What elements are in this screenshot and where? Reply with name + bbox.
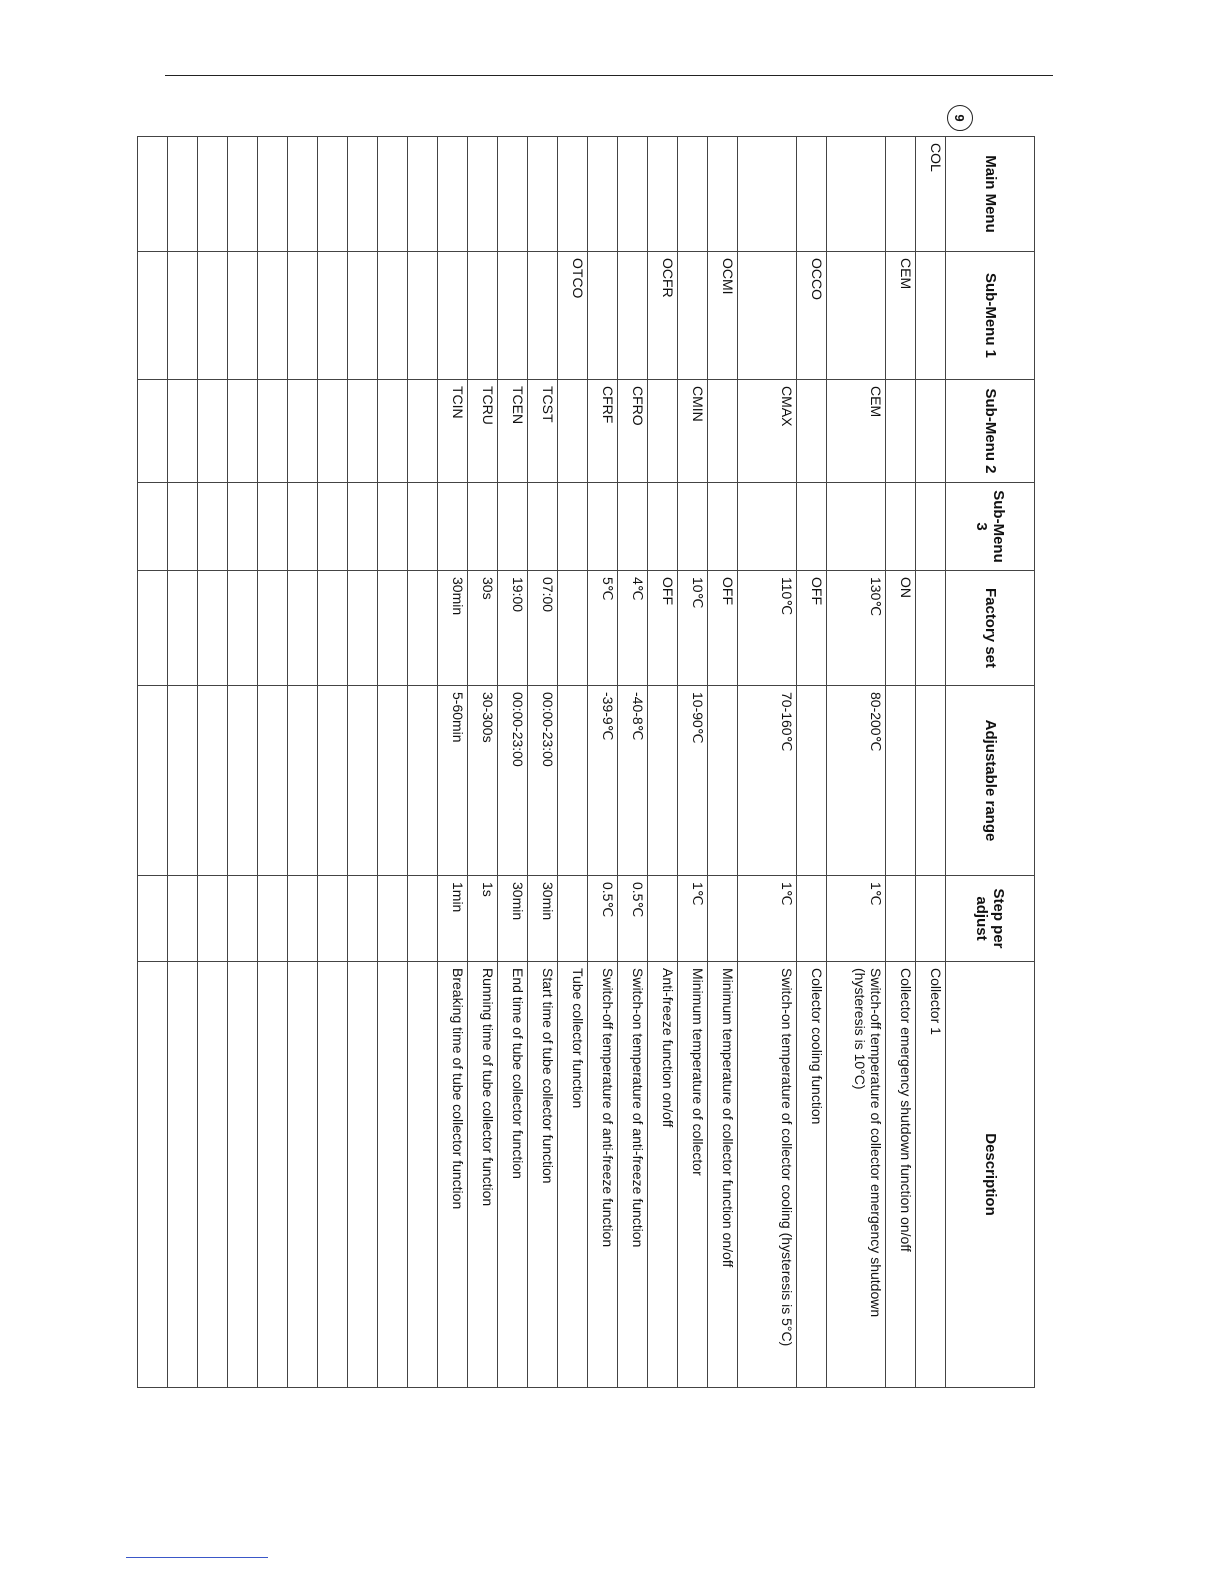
cell-desc: Running time of tube collector function — [468, 962, 498, 1388]
cell-desc — [348, 962, 378, 1388]
cell-sub3 — [468, 483, 498, 571]
cell-sub3 — [528, 483, 558, 571]
table-row — [138, 137, 168, 1388]
cell-range — [288, 686, 318, 876]
cell-sub2 — [886, 380, 916, 483]
cell-main — [138, 137, 168, 252]
cell-range — [408, 686, 438, 876]
table-row — [168, 137, 198, 1388]
cell-desc: Anti-freeze function on/off — [648, 962, 678, 1388]
cell-factory — [558, 571, 588, 686]
cell-sub2 — [797, 380, 827, 483]
cell-step: 1℃ — [678, 876, 708, 962]
cell-range: 00:00-23:00 — [528, 686, 558, 876]
cell-sub1 — [618, 252, 648, 380]
table-row — [886, 137, 916, 1388]
cell-range — [916, 686, 946, 876]
cell-step — [886, 876, 916, 962]
table-row — [288, 137, 318, 1388]
cell-sub2 — [916, 380, 946, 483]
table-row — [348, 137, 378, 1388]
table-row — [738, 137, 797, 1388]
cell-range — [138, 686, 168, 876]
cell-main — [408, 137, 438, 252]
cell-sub3 — [558, 483, 588, 571]
cell-sub2 — [318, 380, 348, 483]
cell-main — [797, 137, 827, 252]
table-row — [708, 137, 738, 1388]
cell-main — [886, 137, 916, 252]
cell-step — [708, 876, 738, 962]
cell-factory — [228, 571, 258, 686]
rotated-table-container — [178, 136, 1035, 1387]
cell-step — [916, 876, 946, 962]
cell-sub3 — [378, 483, 408, 571]
table-row — [408, 137, 438, 1388]
table-row — [558, 137, 588, 1388]
cell-sub1: OTCO — [558, 252, 588, 380]
cell-factory — [916, 571, 946, 686]
cell-sub3 — [678, 483, 708, 571]
cell-sub3 — [228, 483, 258, 571]
cell-factory — [378, 571, 408, 686]
footer-link-rule — [126, 1557, 268, 1558]
cell-desc: Switch-off temperature of anti-freeze function — [588, 962, 618, 1388]
cell-range: 5-60min — [438, 686, 468, 876]
cell-range — [348, 686, 378, 876]
cell-sub3 — [498, 483, 528, 571]
cell-step — [168, 876, 198, 962]
cell-sub2: TCST — [528, 380, 558, 483]
cell-main — [288, 137, 318, 252]
settings-table — [137, 136, 1035, 1388]
cell-factory — [198, 571, 228, 686]
cell-desc: Switch-on temperature of collector cooling (hysteresis is 5°C) — [738, 962, 797, 1388]
cell-sub2 — [648, 380, 678, 483]
cell-factory: ON — [886, 571, 916, 686]
cell-sub1 — [438, 252, 468, 380]
table-row — [648, 137, 678, 1388]
cell-range — [558, 686, 588, 876]
table-row — [468, 137, 498, 1388]
cell-factory — [348, 571, 378, 686]
cell-sub1 — [916, 252, 946, 380]
cell-factory — [318, 571, 348, 686]
cell-sub1 — [498, 252, 528, 380]
table-body — [138, 137, 946, 1388]
cell-sub1 — [228, 252, 258, 380]
cell-factory: OFF — [708, 571, 738, 686]
table-row — [498, 137, 528, 1388]
cell-factory: 130℃ — [827, 571, 886, 686]
cell-factory — [288, 571, 318, 686]
header-description: Description — [946, 962, 1035, 1388]
cell-main — [618, 137, 648, 252]
cell-sub3 — [708, 483, 738, 571]
cell-step: 30min — [528, 876, 558, 962]
table-row — [797, 137, 827, 1388]
cell-sub2: TCEN — [498, 380, 528, 483]
cell-step: 1℃ — [827, 876, 886, 962]
page-number: 9 — [952, 114, 968, 122]
cell-sub3 — [588, 483, 618, 571]
cell-step: 30min — [498, 876, 528, 962]
cell-desc — [138, 962, 168, 1388]
cell-desc: Minimum temperature of collector — [678, 962, 708, 1388]
header-factory-set: Factory set — [946, 571, 1035, 686]
header-main-menu: Main Menu — [946, 137, 1035, 252]
cell-range — [648, 686, 678, 876]
cell-sub2: CMAX — [738, 380, 797, 483]
cell-sub3 — [438, 483, 468, 571]
cell-main — [588, 137, 618, 252]
cell-sub3 — [916, 483, 946, 571]
cell-sub1: OCMI — [708, 252, 738, 380]
cell-step — [408, 876, 438, 962]
cell-step: 1s — [468, 876, 498, 962]
table-row — [678, 137, 708, 1388]
cell-desc: Breaking time of tube collector function — [438, 962, 468, 1388]
cell-range — [708, 686, 738, 876]
cell-factory: 10℃ — [678, 571, 708, 686]
cell-factory: 30s — [468, 571, 498, 686]
cell-range: 00:00-23:00 — [498, 686, 528, 876]
cell-main — [258, 137, 288, 252]
cell-factory: 07:00 — [528, 571, 558, 686]
table-row — [528, 137, 558, 1388]
cell-main — [438, 137, 468, 252]
cell-sub1 — [378, 252, 408, 380]
cell-step — [797, 876, 827, 962]
cell-desc: Switch-off temperature of collector emergency shutdown (hysteresis is 10°C) — [827, 962, 886, 1388]
cell-desc — [408, 962, 438, 1388]
cell-sub1: CEM — [886, 252, 916, 380]
cell-desc: Collector cooling function — [797, 962, 827, 1388]
cell-desc: End time of tube collector function — [498, 962, 528, 1388]
cell-range — [198, 686, 228, 876]
cell-main — [228, 137, 258, 252]
cell-sub2 — [228, 380, 258, 483]
cell-desc — [168, 962, 198, 1388]
cell-sub1 — [258, 252, 288, 380]
cell-range — [168, 686, 198, 876]
cell-main — [738, 137, 797, 252]
cell-desc — [288, 962, 318, 1388]
cell-sub3 — [618, 483, 648, 571]
cell-main — [348, 137, 378, 252]
cell-factory — [168, 571, 198, 686]
cell-sub2 — [558, 380, 588, 483]
cell-step — [288, 876, 318, 962]
cell-step — [138, 876, 168, 962]
cell-step: 1℃ — [738, 876, 797, 962]
cell-main — [168, 137, 198, 252]
cell-sub1 — [528, 252, 558, 380]
cell-sub1 — [678, 252, 708, 380]
cell-desc — [258, 962, 288, 1388]
cell-sub3 — [348, 483, 378, 571]
cell-factory: 19:00 — [498, 571, 528, 686]
cell-factory: 110℃ — [738, 571, 797, 686]
header-rule — [165, 75, 1053, 76]
cell-desc — [198, 962, 228, 1388]
cell-sub2 — [258, 380, 288, 483]
cell-desc — [378, 962, 408, 1388]
cell-range — [886, 686, 916, 876]
cell-range: 30-300s — [468, 686, 498, 876]
cell-sub1 — [588, 252, 618, 380]
cell-desc: Tube collector function — [558, 962, 588, 1388]
cell-main — [558, 137, 588, 252]
cell-sub3 — [648, 483, 678, 571]
cell-sub2 — [288, 380, 318, 483]
cell-desc — [318, 962, 348, 1388]
table-row — [618, 137, 648, 1388]
page-number-badge — [947, 105, 973, 131]
table-row — [588, 137, 618, 1388]
cell-sub2: CFRF — [588, 380, 618, 483]
cell-sub3 — [408, 483, 438, 571]
table-row — [916, 137, 946, 1388]
cell-range: 70-160℃ — [738, 686, 797, 876]
cell-sub1: OCCO — [797, 252, 827, 380]
cell-main — [827, 137, 886, 252]
header-step-per-adjust: Step per adjust — [946, 876, 1035, 962]
cell-sub3 — [198, 483, 228, 571]
cell-range: -39-9℃ — [588, 686, 618, 876]
cell-sub3 — [168, 483, 198, 571]
cell-sub1 — [168, 252, 198, 380]
cell-range: 80-200℃ — [827, 686, 886, 876]
cell-main — [378, 137, 408, 252]
cell-range — [797, 686, 827, 876]
cell-step — [378, 876, 408, 962]
cell-sub1 — [138, 252, 168, 380]
cell-desc: Switch-on temperature of anti-freeze function — [618, 962, 648, 1388]
cell-factory — [408, 571, 438, 686]
cell-sub2 — [408, 380, 438, 483]
cell-sub1: OCFR — [648, 252, 678, 380]
cell-sub1 — [827, 252, 886, 380]
cell-range: -40-8℃ — [618, 686, 648, 876]
cell-sub3 — [738, 483, 797, 571]
cell-sub3 — [827, 483, 886, 571]
cell-sub1 — [468, 252, 498, 380]
cell-main — [498, 137, 528, 252]
cell-main — [198, 137, 228, 252]
cell-main: COL — [916, 137, 946, 252]
cell-sub2: CEM — [827, 380, 886, 483]
cell-sub1 — [408, 252, 438, 380]
cell-step — [348, 876, 378, 962]
cell-step: 0.5℃ — [618, 876, 648, 962]
cell-main — [468, 137, 498, 252]
cell-factory — [138, 571, 168, 686]
cell-main — [648, 137, 678, 252]
header-adjustable-range: Adjustable range — [946, 686, 1035, 876]
cell-step — [258, 876, 288, 962]
cell-sub1 — [348, 252, 378, 380]
cell-desc: Minimum temperature of collector function on/off — [708, 962, 738, 1388]
cell-main — [528, 137, 558, 252]
table-row — [378, 137, 408, 1388]
table-header-row — [946, 137, 1035, 1388]
cell-factory: 4℃ — [618, 571, 648, 686]
cell-desc: Start time of tube collector function — [528, 962, 558, 1388]
cell-sub2: TCIN — [438, 380, 468, 483]
cell-range — [228, 686, 258, 876]
cell-factory: OFF — [797, 571, 827, 686]
cell-sub1 — [288, 252, 318, 380]
cell-sub2 — [168, 380, 198, 483]
header-sub-menu-3: Sub-Menu 3 — [946, 483, 1035, 571]
cell-sub3 — [258, 483, 288, 571]
cell-range — [378, 686, 408, 876]
cell-range — [318, 686, 348, 876]
cell-sub2: CFRO — [618, 380, 648, 483]
table-row — [827, 137, 886, 1388]
cell-sub3 — [886, 483, 916, 571]
cell-sub2 — [708, 380, 738, 483]
cell-desc — [228, 962, 258, 1388]
cell-desc: Collector 1 — [916, 962, 946, 1388]
cell-main — [318, 137, 348, 252]
header-sub-menu-2: Sub-Menu 2 — [946, 380, 1035, 483]
cell-sub3 — [138, 483, 168, 571]
cell-sub2: CMIN — [678, 380, 708, 483]
cell-range — [258, 686, 288, 876]
cell-step — [558, 876, 588, 962]
cell-step — [198, 876, 228, 962]
cell-factory: 30min — [438, 571, 468, 686]
cell-sub1 — [198, 252, 228, 380]
cell-range: 10-90℃ — [678, 686, 708, 876]
table-row — [198, 137, 228, 1388]
table-row — [228, 137, 258, 1388]
cell-factory: OFF — [648, 571, 678, 686]
cell-step: 0.5℃ — [588, 876, 618, 962]
table-row — [438, 137, 468, 1388]
cell-sub3 — [797, 483, 827, 571]
cell-sub3 — [288, 483, 318, 571]
cell-factory: 5℃ — [588, 571, 618, 686]
cell-sub2: TCRU — [468, 380, 498, 483]
cell-step — [228, 876, 258, 962]
cell-step: 1min — [438, 876, 468, 962]
cell-sub2 — [378, 380, 408, 483]
cell-factory — [258, 571, 288, 686]
header-sub-menu-1: Sub-Menu 1 — [946, 252, 1035, 380]
cell-desc: Collector emergency shutdown function on/off — [886, 962, 916, 1388]
cell-sub2 — [138, 380, 168, 483]
cell-sub2 — [348, 380, 378, 483]
cell-step — [648, 876, 678, 962]
table-row — [258, 137, 288, 1388]
cell-sub2 — [198, 380, 228, 483]
cell-sub3 — [318, 483, 348, 571]
cell-step — [318, 876, 348, 962]
cell-main — [678, 137, 708, 252]
cell-sub1 — [318, 252, 348, 380]
cell-sub1 — [738, 252, 797, 380]
table-row — [318, 137, 348, 1388]
cell-main — [708, 137, 738, 252]
